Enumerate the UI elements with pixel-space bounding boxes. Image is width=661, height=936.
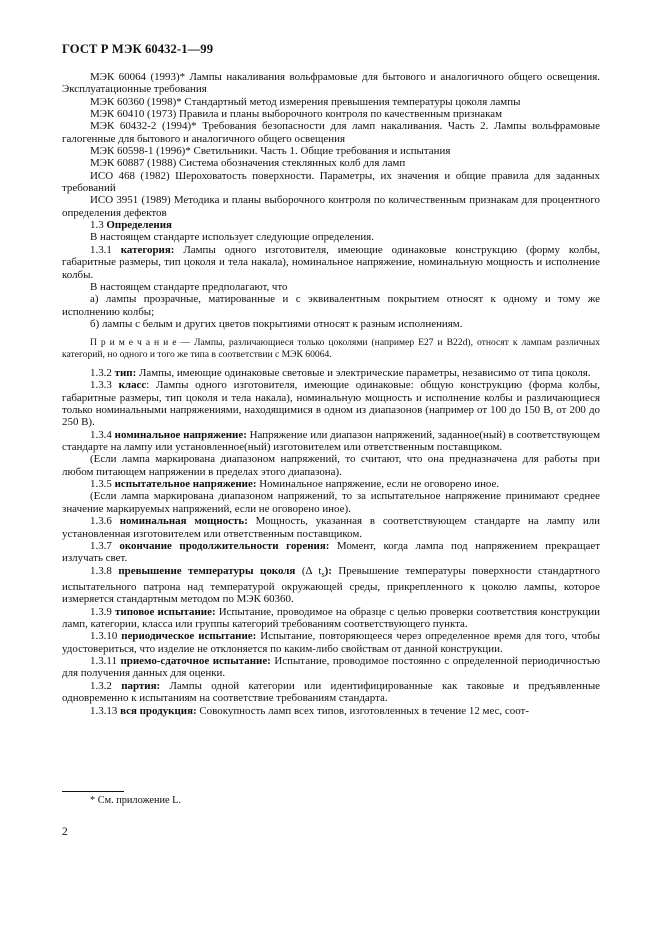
definition-text: Лампы, имеющие одинаковые световые и электрические параметры, независимо от типа цоколя. [138,367,591,380]
page-body [62,71,600,717]
definition [62,606,600,631]
definition [62,565,600,606]
reference-paragraph: МЭК 60598-1 (1996)* Светильники. Часть 1. Общие требования и испытания [90,145,451,158]
footnote-divider [62,791,124,792]
definition [62,379,600,428]
definition-number: 1.3.8 [90,564,112,577]
definition-number: 1.3.10 [90,630,118,643]
definition [62,478,600,490]
reference-paragraph: МЭК 60432-2 (1994)* Требования безопасности для ламп накаливания. Часть 2. Лампы вольфрамовые галогенные для бытового и аналогичного общего освещения [62,120,600,145]
definition-term: номинальная мощность: [119,515,248,528]
definition-symbol: (Δ $t_s$): [301,564,332,579]
section-heading [62,219,600,231]
reference-paragraph: ИСО 468 (1982) Шероховатость поверхности. Параметры, их значения и общие правила для заданных требований [62,169,600,195]
definition-term: окончание продолжительности горения: [119,539,330,552]
definition-text: Совокупность ламп всех типов, изготовленных в течение 12 мес, соот- [199,704,529,717]
definition-text: Лампы одного изготовителя, имеющие одинаковые конструкцию (форму колбы, габаритные размеры, тип цоколя и тела накала), номинальное напряжение, номинальную мощность и исполнение колбы. [62,243,601,281]
definition-term: типовое испытание: [115,605,216,618]
definition-text: Момент, когда лампа под напряжением прекращает излучать свет. [62,539,600,565]
definition-number: 1.3.4 [90,428,112,441]
note-text: Лампы, различающиеся только цоколями (например Е27 и В22d), относят к лампам различных категорий, но одного и того же типа в соответствии с МЭК 60064. [62,337,600,360]
definition-number: 1.3.11 [90,655,117,668]
definition-term: партия: [121,679,161,692]
note-paragraph [62,337,600,360]
definition-text: Испытание, проводимое на образце с целью проверки соответствия конструкции ламп, категории, класса или группы категорий требованиям соответствующего пункта. [62,605,600,631]
definition-number: 1.3.7 [90,539,112,552]
definition-number: 1.3.1 [90,243,112,256]
definition-text: Превышение температуры поверхности стандартного испытательного патрона над температурой окружающей среды, прикрепленного к цоколю лампы, которое измеряется стандартным методом по МЭК 60360. [62,564,600,606]
note-label: П р и м е ч а н и е — [90,337,191,349]
definition-term: тип: [114,367,137,380]
assumption-paragraph: В настоящем стандарте предполагают, что [90,280,288,293]
definition [62,655,600,680]
definition [62,540,600,565]
list-item: а) лампы прозрачные, матированные и с эквивалентным покрытием относят к одному и тому же исполнению колбы; [62,293,600,318]
definition [62,680,600,705]
definition [62,705,600,717]
definition [62,515,600,540]
definition-term: вся продукция: [120,704,197,717]
definition-term: превышение температуры цоколя [118,564,296,577]
section-title: Определения [106,219,172,232]
definition-text: Мощность, указанная в соответствующем стандарте на лампу или установленная изготовителем или ответственным поставщиком. [62,515,601,540]
section-number: 1.3 [90,219,104,232]
page-header-title: ГОСТ Р МЭК 60432-1—99 [62,42,214,56]
intro-paragraph: В настоящем стандарте использует следующие определения. [90,231,374,244]
definition-number: 1.3.6 [90,515,112,528]
footnote: * См. приложение L. [90,795,182,806]
definition [62,244,600,281]
definition [62,429,600,454]
definition [62,630,600,655]
definition-remark: (Если лампа маркирована диапазоном напряжений, то считают, что она предназначена для работы при любом питающем напряжении в пределах этого диапазона). [62,453,600,478]
definition-number: 1.3.9 [90,605,112,618]
definition-term: испытательное напряжение: [114,478,257,491]
definition-remark: (Если лампа маркирована диапазоном напряжений, то за испытательное напряжение принимают среднее значение маркируемых напряжений, если не оговорено иное). [62,490,600,515]
reference-paragraph: ИСО 3951 (1989) Методика и планы выборочного контроля по количественным признакам для процентного определения дефектов [62,194,600,219]
definition-text: Лампы одной категории или идентифицированные как таковые и предъявленные одновременно к испытаниям на соответствие требованиям стандарта. [62,679,601,705]
definition-term: приемо-сдаточное испытание: [120,655,271,668]
reference-paragraph: МЭК 60064 (1993)* Лампы накаливания вольфрамовые для бытового и аналогичного общего освещения. Эксплуатационные требования [62,71,600,96]
list-item: б) лампы с белым и других цветов покрытиями относят к разным исполнениям. [90,317,463,330]
definition-number: 1.3.2 [90,679,112,692]
reference-paragraph: МЭК 60887 (1988) Система обозначения стеклянных колб для ламп [90,157,406,170]
definition-term: категория: [120,243,175,256]
definition-number: 1.3.2 [90,367,112,380]
definition-term: периодическое испытание: [121,630,257,643]
reference-paragraph: МЭК 60410 (1973) Правила и планы выборочного контроля по качественным признакам [90,108,503,121]
definition-text: Испытание, повторяющееся через определенное время для того, чтобы удостовериться, что изделие не отклоняется по каким-либо свойствам от данной конструкции. [62,630,600,655]
definition-number: 1.3.3 [90,379,112,392]
definition-text: Испытание, проводимое постоянно с определенной периодичностью для получения данных для оценки. [62,655,600,680]
definition-text: Номинальное напряжение, если не оговорено иное. [259,478,500,491]
definition [62,367,600,379]
definition-term: класс [118,379,147,392]
definition-text: Напряжение или диапазон напряжений, заданное(ный) в соответствующем стандарте на лампу или установленное(ный) изготовителем или ответственным поставщиком. [62,428,601,454]
definition-text: : Лампы одного изготовителя, имеющие одинаковые: общую конструкцию (форма колбы, габаритные размеры, тип цоколя и тела накала), номинальную мощность и исполнение колбы и различающиеся только номинальными напряжениями, находящимися в одном из диапазонов (например от 100 до 150 В, от 200 до 250 В). [62,379,600,429]
reference-paragraph: МЭК 60360 (1998)* Стандартный метод измерения превышения температуры цоколя лампы [90,95,521,108]
definition-term: номинальное напряжение: [114,428,247,441]
definition-number: 1.3.13 [90,704,118,717]
page-number: 2 [62,826,68,838]
definition-number: 1.3.5 [90,478,112,491]
